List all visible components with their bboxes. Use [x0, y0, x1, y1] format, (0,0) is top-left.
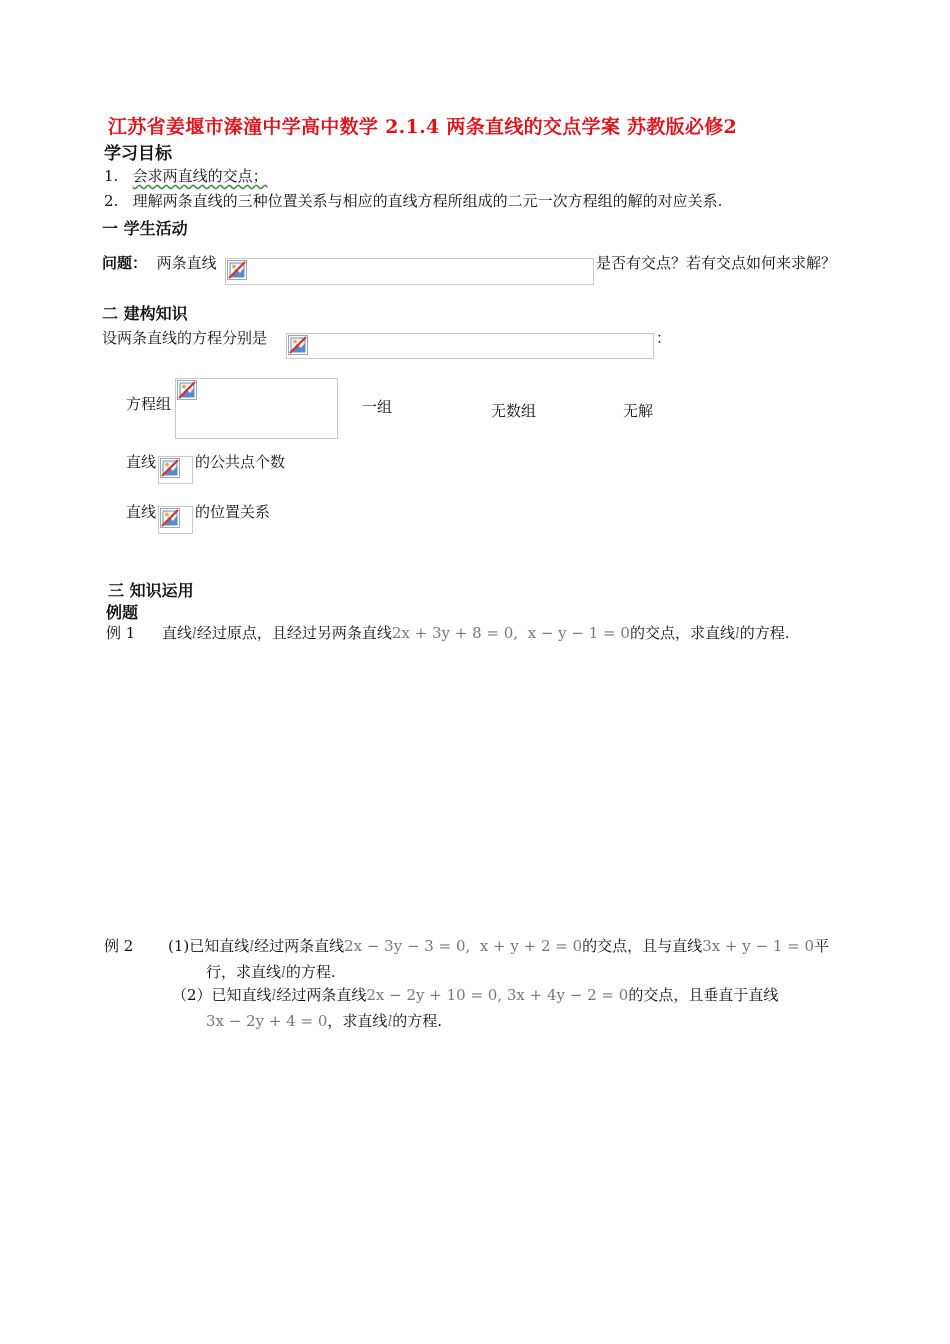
- text: 直线: [162, 624, 193, 642]
- broken-image-icon: [177, 380, 197, 400]
- text: ，求直线: [327, 1012, 388, 1030]
- text: 经过两条直线: [254, 937, 345, 955]
- broken-image-icon: [288, 335, 308, 355]
- option-one: 一组: [362, 398, 393, 416]
- text: 行，求直线: [206, 963, 282, 981]
- section2-intro: 设两条直线的方程分别是: [102, 329, 268, 347]
- row3-pre: 直线: [126, 503, 157, 521]
- page-title: 江苏省姜堰市溱潼中学高中数学 2.1.4 两条直线的交点学案 苏教版必修2: [108, 116, 738, 138]
- example-2-part2: [172, 984, 778, 1005]
- row1-label: 方程组: [126, 395, 172, 413]
- examples-heading: 例题: [106, 603, 139, 622]
- equation: 2x − 2y + 10 = 0,: [366, 986, 503, 1004]
- question-label: 问题：: [102, 254, 148, 272]
- goal-number: 2.: [104, 192, 119, 210]
- text: 的交点，且与直线: [582, 937, 703, 955]
- option-none: 无解: [623, 402, 654, 420]
- system-image-placeholder: [175, 378, 338, 439]
- question-pre: 两条直线: [156, 254, 217, 272]
- goals-heading: 学习目标: [104, 144, 172, 164]
- broken-image-icon: [160, 458, 180, 478]
- text: 的方程.: [739, 624, 790, 642]
- text: 的方程.: [392, 1012, 443, 1030]
- row2-post: 的公共点个数: [195, 453, 286, 471]
- example-2-part1: [168, 935, 829, 956]
- broken-image-icon: [227, 260, 247, 280]
- equation: 3x + 4y − 2 = 0: [506, 986, 629, 1004]
- text: 的方程.: [285, 963, 336, 981]
- equation: 2x − 3y − 3 = 0,: [344, 937, 471, 955]
- example-2-part1-cont: [206, 961, 336, 982]
- equation-image-placeholder: [286, 333, 654, 359]
- intro-colon: ：: [656, 329, 672, 347]
- row2-pre: 直线: [126, 453, 157, 471]
- text: 的交点，且垂直于直线: [628, 986, 779, 1004]
- text: 平: [814, 937, 830, 955]
- equation: x − y − 1 = 0: [527, 624, 630, 642]
- equation: x + y + 2 = 0: [479, 937, 583, 955]
- goal-text: 理解两条直线的三种位置关系与相应的直线方程所组成的二元一次方程组的解的对应关系.: [132, 192, 723, 210]
- text: （2）已知直线: [172, 986, 272, 1004]
- equation: 3x + y − 1 = 0: [702, 937, 815, 955]
- goal-item-2: [104, 190, 722, 211]
- equation-image-placeholder: [225, 258, 594, 285]
- question-post: 是否有交点？若有交点如何来求解？: [596, 254, 837, 272]
- question-row: [102, 252, 217, 273]
- var-l: l: [192, 624, 197, 642]
- equation: 2x + 3y + 8 = 0,: [391, 624, 519, 642]
- equation: 3x − 2y + 4 = 0: [206, 1012, 328, 1030]
- goal-item-1: [104, 165, 268, 186]
- section1-heading: 一 学生活动: [102, 219, 188, 238]
- example-2-part2-cont: [206, 1010, 442, 1031]
- line-image-placeholder: [158, 456, 193, 484]
- row3-post: 的位置关系: [195, 503, 271, 521]
- text: 的交点，求直线: [629, 624, 735, 642]
- var-l: l: [281, 963, 286, 981]
- section3-heading: 三 知识运用: [108, 581, 194, 600]
- text: (1)已知直线: [168, 937, 250, 955]
- var-l: l: [271, 986, 277, 1004]
- option-infinite: 无数组: [491, 402, 537, 420]
- var-l: l: [734, 624, 740, 642]
- line-image-placeholder: [158, 506, 193, 534]
- example-1-label: 例 1: [106, 624, 136, 642]
- goal-number: 1.: [104, 167, 119, 185]
- example-2-label: 例 2: [104, 937, 134, 955]
- example-1-text: [162, 622, 790, 643]
- var-l: l: [249, 937, 255, 955]
- text: 经过两条直线: [276, 986, 367, 1004]
- var-l: l: [387, 1012, 393, 1030]
- broken-image-icon: [160, 508, 180, 528]
- text: 经过原点，且经过另两条直线: [196, 624, 392, 642]
- section2-heading: 二 建构知识: [102, 304, 188, 323]
- goal-text: 会求两直线的交点；: [132, 167, 268, 185]
